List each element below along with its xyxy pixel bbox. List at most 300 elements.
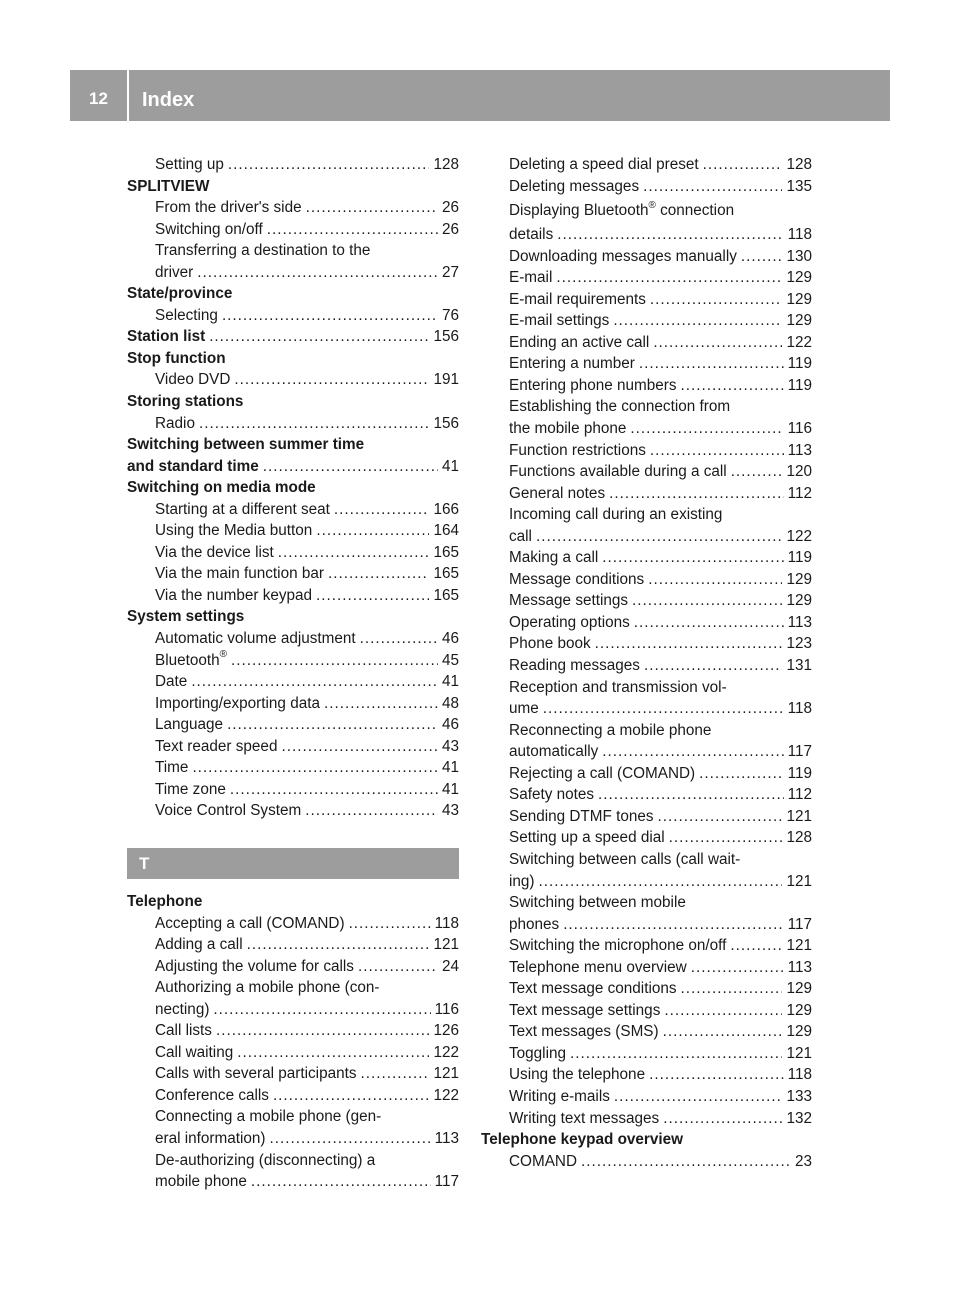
index-entry <box>127 240 459 262</box>
index-entry <box>481 590 812 612</box>
page-reference: 121 <box>786 1044 812 1062</box>
entry-text <box>509 526 532 548</box>
entry-text <box>509 763 695 785</box>
page-reference: 129 <box>786 1001 812 1019</box>
dot-leader <box>643 176 782 198</box>
entry-label: Sending DTMF tones <box>509 807 654 825</box>
index-entry <box>481 871 812 893</box>
dot-leader <box>557 224 783 246</box>
entry-text <box>509 741 598 763</box>
dot-leader <box>227 714 438 736</box>
entry-text <box>155 999 209 1021</box>
index-entry <box>127 800 459 822</box>
entry-label: Importing/exporting data <box>155 694 320 712</box>
entry-text <box>155 197 302 219</box>
entry-label: Time zone <box>155 780 226 798</box>
entry-label: Starting at a different seat <box>155 500 330 518</box>
page-reference: 41 <box>441 759 459 777</box>
entry-label: Connecting a mobile phone (gen- <box>155 1108 382 1126</box>
entry-text <box>509 1151 577 1173</box>
page-reference: 116 <box>787 420 812 438</box>
dot-leader <box>648 569 782 591</box>
index-heading <box>127 434 459 456</box>
dot-leader <box>251 1171 431 1193</box>
page-reference: 117 <box>787 743 812 761</box>
index-entry <box>127 999 459 1021</box>
dot-leader <box>634 612 784 634</box>
page-reference: 122 <box>433 1043 459 1061</box>
index-entry <box>481 483 812 505</box>
entry-text <box>155 154 224 176</box>
dot-leader <box>316 585 429 607</box>
entry-text <box>509 957 687 979</box>
index-entry <box>481 1043 812 1065</box>
index-entry <box>481 396 812 418</box>
entry-text <box>509 1000 660 1022</box>
entry-label: Accepting a call (COMAND) <box>155 914 345 932</box>
entry-text <box>127 350 226 367</box>
entry-label: Entering a number <box>509 355 635 373</box>
index-entry <box>481 246 812 268</box>
entry-text <box>155 800 301 822</box>
entry-text <box>509 398 730 415</box>
index-entry <box>127 671 459 693</box>
entry-text <box>155 1128 266 1150</box>
entry-text <box>155 1171 247 1193</box>
index-entry <box>481 935 812 957</box>
dot-leader <box>216 1020 430 1042</box>
entry-text <box>509 506 722 523</box>
index-entry <box>127 1042 459 1064</box>
entry-text <box>155 913 345 935</box>
index-entry <box>127 369 459 391</box>
entry-text <box>127 608 244 625</box>
dot-leader <box>234 369 429 391</box>
entry-text <box>155 563 324 585</box>
entry-label: Telephone <box>127 892 203 910</box>
page-reference: 45 <box>441 651 459 669</box>
page-reference: 27 <box>441 263 459 281</box>
entry-text <box>509 914 559 936</box>
entry-label: Reception and transmission vol- <box>509 678 727 696</box>
dot-leader <box>663 1108 782 1130</box>
entry-label: Switching on media mode <box>127 479 316 497</box>
index-entry <box>481 1021 812 1043</box>
page-reference: 119 <box>787 764 812 782</box>
index-entry <box>127 542 459 564</box>
dot-leader <box>222 305 438 327</box>
entry-text <box>155 1063 357 1085</box>
page-header <box>70 70 890 121</box>
entry-label: Call lists <box>155 1022 212 1040</box>
entry-text <box>509 698 539 720</box>
entry-text <box>155 1152 375 1169</box>
entry-text <box>127 326 205 348</box>
index-entry <box>127 499 459 521</box>
entry-text <box>509 655 640 677</box>
entry-label: Setting up <box>155 156 224 173</box>
page-reference: 113 <box>787 958 812 976</box>
dot-leader <box>349 913 431 935</box>
index-entry <box>481 224 812 246</box>
page-reference: 24 <box>441 957 459 975</box>
page-title: Index <box>142 89 195 111</box>
dot-leader <box>192 757 438 779</box>
page-reference: 156 <box>433 414 459 432</box>
registered-mark: ® <box>648 200 656 211</box>
entry-text <box>155 650 227 672</box>
entry-label: Toggling <box>509 1044 566 1062</box>
index-entry <box>481 827 812 849</box>
index-entry <box>481 914 812 936</box>
entry-text <box>155 1042 233 1064</box>
index-entry <box>481 1064 812 1086</box>
entry-label: Adjusting the volume for calls <box>155 957 354 975</box>
entry-text <box>509 289 646 311</box>
entry-text <box>155 956 354 978</box>
dot-leader <box>536 526 783 548</box>
dot-leader <box>644 655 783 677</box>
entry-label: Via the device list <box>155 543 274 561</box>
index-entry <box>481 957 812 979</box>
entry-text <box>509 827 665 849</box>
index-entry <box>481 504 812 526</box>
entry-text <box>155 585 312 607</box>
entry-text <box>509 154 699 176</box>
entry-text <box>509 483 605 505</box>
index-entry <box>481 849 812 871</box>
dot-leader <box>664 1000 782 1022</box>
entry-label: details <box>509 226 554 244</box>
page-reference: 112 <box>787 786 812 804</box>
dot-leader <box>270 1128 431 1150</box>
dot-leader <box>741 246 783 268</box>
page-reference: 26 <box>441 220 459 238</box>
entry-label: Displaying Bluetooth <box>509 202 649 220</box>
index-column-right <box>481 154 812 1172</box>
dot-leader <box>630 418 783 440</box>
page-reference: 165 <box>433 543 459 561</box>
entry-label: Functions available during a call <box>509 463 727 481</box>
dot-leader <box>213 999 430 1021</box>
entry-text <box>509 978 677 1000</box>
entry-label: Incoming call during an existing <box>509 506 723 524</box>
index-entry <box>481 612 812 634</box>
page-reference: 23 <box>794 1152 812 1170</box>
page-reference: 121 <box>786 872 812 890</box>
entry-label: Telephone keypad overview <box>481 1131 684 1149</box>
entry-text <box>509 461 727 483</box>
dot-leader <box>191 671 438 693</box>
index-entry <box>127 520 459 542</box>
page-reference: 26 <box>441 199 459 217</box>
index-entry <box>481 353 812 375</box>
entry-text <box>127 456 259 478</box>
dot-leader <box>358 956 438 978</box>
dot-leader <box>614 1086 783 1108</box>
entry-label: Time <box>155 759 189 777</box>
entry-text <box>127 178 209 195</box>
index-entry <box>127 413 459 435</box>
entry-text <box>155 779 226 801</box>
entry-label-suffix: connection <box>655 202 735 220</box>
entry-label: System settings <box>127 608 245 626</box>
dot-leader <box>691 957 784 979</box>
entry-label: and standard time <box>127 457 259 475</box>
entry-text <box>509 246 737 268</box>
entry-text <box>509 440 646 462</box>
entry-label: Setting up a speed dial <box>509 829 665 847</box>
dot-leader <box>602 547 783 569</box>
index-entry <box>127 779 459 801</box>
entry-text <box>127 285 232 302</box>
page-reference: 129 <box>786 980 812 998</box>
entry-text <box>509 202 734 219</box>
entry-text <box>155 499 330 521</box>
page-reference: 120 <box>786 463 812 481</box>
index-entry <box>127 977 459 999</box>
entry-text <box>155 736 277 758</box>
entry-text <box>509 871 535 893</box>
entry-label: State/province <box>127 285 233 303</box>
index-entry <box>481 375 812 397</box>
header-divider <box>127 70 129 121</box>
entry-text <box>509 375 677 397</box>
entry-label: necting) <box>155 1000 210 1018</box>
entry-label: General notes <box>509 484 606 502</box>
entry-text <box>509 633 591 655</box>
page-reference: 129 <box>786 290 812 308</box>
entry-text <box>509 569 644 591</box>
page-reference: 156 <box>433 328 459 346</box>
index-entry <box>127 1106 459 1128</box>
index-entry <box>127 262 459 284</box>
dot-leader <box>598 784 784 806</box>
entry-label: Switching on/off <box>155 220 263 238</box>
page-reference: 112 <box>787 484 812 502</box>
index-heading <box>127 456 459 478</box>
entry-text <box>509 590 628 612</box>
index-entry <box>481 154 812 176</box>
entry-label: Calls with several participants <box>155 1065 357 1083</box>
index-entry <box>127 585 459 607</box>
index-entry <box>127 757 459 779</box>
dot-leader <box>209 326 429 348</box>
dot-leader <box>305 800 438 822</box>
index-entry <box>481 197 812 224</box>
index-entry <box>481 978 812 1000</box>
dot-leader <box>237 1042 429 1064</box>
entry-text <box>509 679 727 696</box>
dot-leader <box>273 1085 430 1107</box>
dot-leader <box>361 1063 430 1085</box>
page-reference: 41 <box>441 673 459 691</box>
page-reference: 131 <box>786 657 812 675</box>
page-reference: 76 <box>441 306 459 324</box>
dot-leader <box>639 353 784 375</box>
entry-label: Switching between calls (call wait- <box>509 850 741 868</box>
page-reference: 165 <box>433 565 459 583</box>
index-entry <box>127 1063 459 1085</box>
dot-leader <box>699 763 783 785</box>
dot-leader <box>230 779 438 801</box>
page-reference: 119 <box>787 355 812 373</box>
dot-leader <box>653 332 782 354</box>
entry-label: ume <box>509 700 539 718</box>
entry-label: Stop function <box>127 349 226 367</box>
page-reference: 164 <box>433 522 459 540</box>
entry-text <box>155 671 187 693</box>
dot-leader <box>730 935 782 957</box>
dot-leader <box>543 698 784 720</box>
dot-leader <box>199 413 430 435</box>
entry-label: Voice Control System <box>155 802 302 820</box>
entry-label: SPLITVIEW <box>127 177 210 195</box>
page-reference: 121 <box>433 936 459 954</box>
entry-text <box>509 851 740 868</box>
entry-label: Message conditions <box>509 570 645 588</box>
index-entry <box>481 1108 812 1130</box>
entry-label: Writing text messages <box>509 1109 660 1127</box>
page-reference: 41 <box>441 457 459 475</box>
dot-leader <box>570 1043 782 1065</box>
index-entry <box>481 526 812 548</box>
entry-text <box>155 520 312 542</box>
entry-text <box>509 353 635 375</box>
page-reference: 130 <box>786 247 812 265</box>
entry-text <box>509 722 711 739</box>
entry-label: Deleting a speed dial preset <box>509 156 699 173</box>
entry-label: Switching the microphone on/off <box>509 937 727 955</box>
entry-label: De-authorizing (disconnecting) a <box>155 1151 376 1169</box>
entry-label: From the driver's side <box>155 199 302 217</box>
entry-label: Using the telephone <box>509 1066 646 1084</box>
index-list-t-continued <box>481 154 812 1172</box>
index-entry <box>127 956 459 978</box>
page-reference: 191 <box>433 371 459 389</box>
page-reference: 135 <box>786 177 812 195</box>
index-entry <box>127 714 459 736</box>
entry-text <box>155 693 320 715</box>
entry-label: Making a call <box>509 549 599 567</box>
page-reference: 121 <box>786 807 812 825</box>
page-reference: 118 <box>787 226 812 244</box>
index-entry <box>127 693 459 715</box>
entry-label: Call waiting <box>155 1043 234 1061</box>
index-heading <box>481 1129 812 1151</box>
entry-text <box>155 219 263 241</box>
entry-label: Reconnecting a mobile phone <box>509 721 712 739</box>
entry-text <box>127 893 202 910</box>
page-reference: 129 <box>786 269 812 287</box>
index-entry <box>127 934 459 956</box>
entry-label: Bluetooth <box>155 651 220 669</box>
index-entry <box>127 913 459 935</box>
page-reference: 129 <box>786 312 812 330</box>
page-reference: 123 <box>786 635 812 653</box>
entry-label: Establishing the connection from <box>509 398 731 416</box>
page-reference: 43 <box>441 737 459 755</box>
entry-label: COMAND <box>509 1152 577 1170</box>
index-column-left <box>127 154 459 1193</box>
index-entry <box>481 440 812 462</box>
page-reference: 43 <box>441 802 459 820</box>
dot-leader <box>263 456 438 478</box>
index-entry <box>127 628 459 650</box>
index-entry <box>127 736 459 758</box>
entry-label: mobile phone <box>155 1173 247 1191</box>
entry-label: Via the number keypad <box>155 586 313 604</box>
index-entry <box>481 547 812 569</box>
entry-text <box>155 1085 269 1107</box>
dot-leader <box>663 1021 783 1043</box>
index-entry <box>481 633 812 655</box>
entry-label: Text message conditions <box>509 980 677 998</box>
dot-leader <box>267 219 438 241</box>
dot-leader <box>731 461 783 483</box>
page-reference: 129 <box>786 592 812 610</box>
index-entry <box>481 698 812 720</box>
entry-text <box>155 628 356 650</box>
page-reference: 46 <box>441 630 459 648</box>
dot-leader <box>334 499 430 521</box>
entry-label: automatically <box>509 743 599 761</box>
entry-label: Using the Media button <box>155 522 313 540</box>
index-entry <box>481 784 812 806</box>
entry-label: Phone book <box>509 635 591 653</box>
entry-label: E-mail settings <box>509 312 610 330</box>
entry-text <box>509 176 639 198</box>
dot-leader <box>581 1151 791 1173</box>
index-heading <box>127 283 459 305</box>
index-heading <box>127 391 459 413</box>
entry-text <box>155 542 274 564</box>
dot-leader <box>324 693 438 715</box>
page-reference: 166 <box>433 500 459 518</box>
entry-text <box>509 1108 659 1130</box>
entry-text <box>509 310 609 332</box>
entry-label: Switching between summer time <box>127 436 365 454</box>
entry-text <box>127 436 364 453</box>
page-reference: 121 <box>786 937 812 955</box>
index-entry <box>127 154 459 176</box>
index-entry <box>127 1128 459 1150</box>
page-reference: 118 <box>787 1066 812 1084</box>
dot-leader <box>602 741 783 763</box>
index-list-s <box>127 154 459 822</box>
index-entry <box>481 267 812 289</box>
index-entry <box>481 806 812 828</box>
index-entry <box>481 569 812 591</box>
section-heading-t: T <box>127 848 459 879</box>
entry-text <box>127 393 243 410</box>
dot-leader <box>658 806 783 828</box>
dot-leader <box>650 440 784 462</box>
entry-text <box>509 332 649 354</box>
page-reference: 46 <box>441 716 459 734</box>
entry-text <box>509 547 598 569</box>
entry-text <box>155 1108 381 1125</box>
index-entry <box>127 650 459 672</box>
entry-label: Deleting messages <box>509 177 640 195</box>
entry-text <box>509 806 654 828</box>
page-reference: 48 <box>441 694 459 712</box>
entry-text <box>481 1131 683 1148</box>
entry-text <box>155 1020 212 1042</box>
entry-text <box>509 1021 659 1043</box>
entry-label: Language <box>155 716 224 734</box>
dot-leader <box>649 1064 784 1086</box>
